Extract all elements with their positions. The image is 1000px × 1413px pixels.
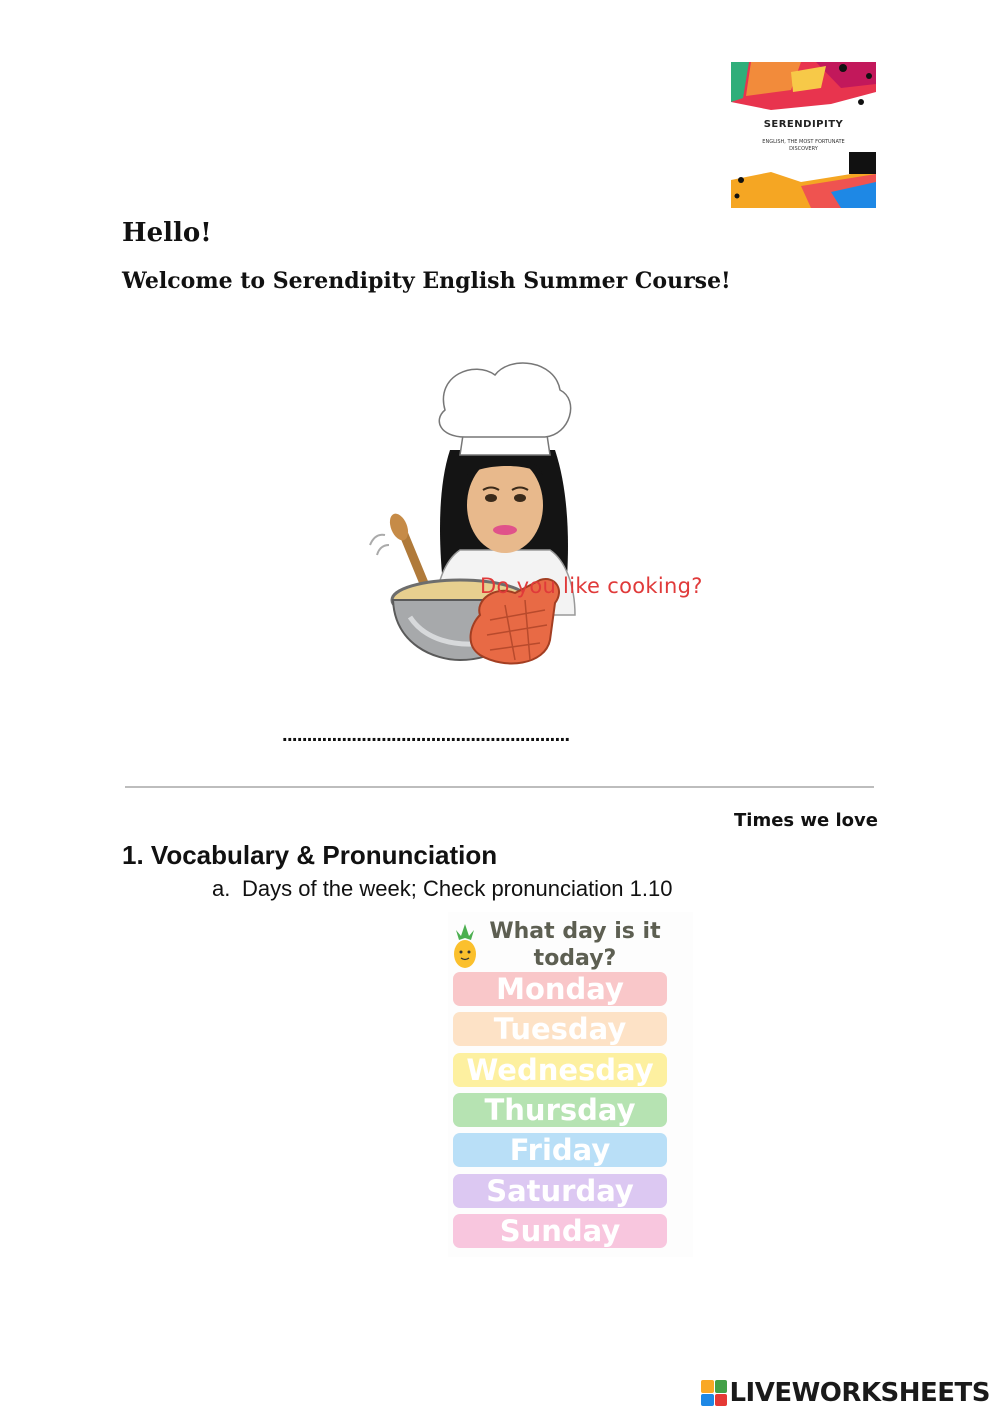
- logo-title: SERENDIPITY: [763, 119, 844, 130]
- greeting-heading: Hello!: [122, 218, 212, 248]
- side-label: Times we love: [734, 810, 878, 831]
- sub-item: [212, 876, 672, 902]
- serendipity-logo: [731, 62, 876, 208]
- liveworksheets-logo: [701, 1377, 990, 1409]
- liveworksheets-icon: [701, 1380, 727, 1406]
- day-bar-tuesday: Tuesday: [453, 1012, 667, 1046]
- day-bar-sunday: Sunday: [453, 1214, 667, 1248]
- sub-item-text: Days of the week; Check pronunciation 1.10: [242, 876, 673, 901]
- days-chart-header: What day is it today?: [489, 919, 661, 971]
- logo-tagline: ENGLISH, THE MOST FORTUNATE DISCOVERY: [762, 139, 845, 152]
- days-of-week-chart: [448, 912, 693, 1257]
- chef-avatar-icon: [365, 355, 645, 685]
- liveworksheets-brand: LIVEWORKSHEETS: [729, 1378, 990, 1408]
- section-divider: [125, 786, 874, 788]
- day-bar-saturday: Saturday: [453, 1174, 667, 1208]
- cooking-question: Do you like cooking?: [480, 574, 703, 598]
- sub-item-marker: a.: [212, 876, 231, 901]
- answer-line[interactable]: ..........................................................: [282, 724, 570, 746]
- day-bar-monday: Monday: [453, 972, 667, 1006]
- day-bar-wednesday: Wednesday: [453, 1053, 667, 1087]
- day-bar-friday: Friday: [453, 1133, 667, 1167]
- welcome-heading: Welcome to Serendipity English Summer Course!: [122, 268, 731, 294]
- section-title: 1. Vocabulary & Pronunciation: [122, 840, 498, 870]
- day-bar-thursday: Thursday: [453, 1093, 667, 1127]
